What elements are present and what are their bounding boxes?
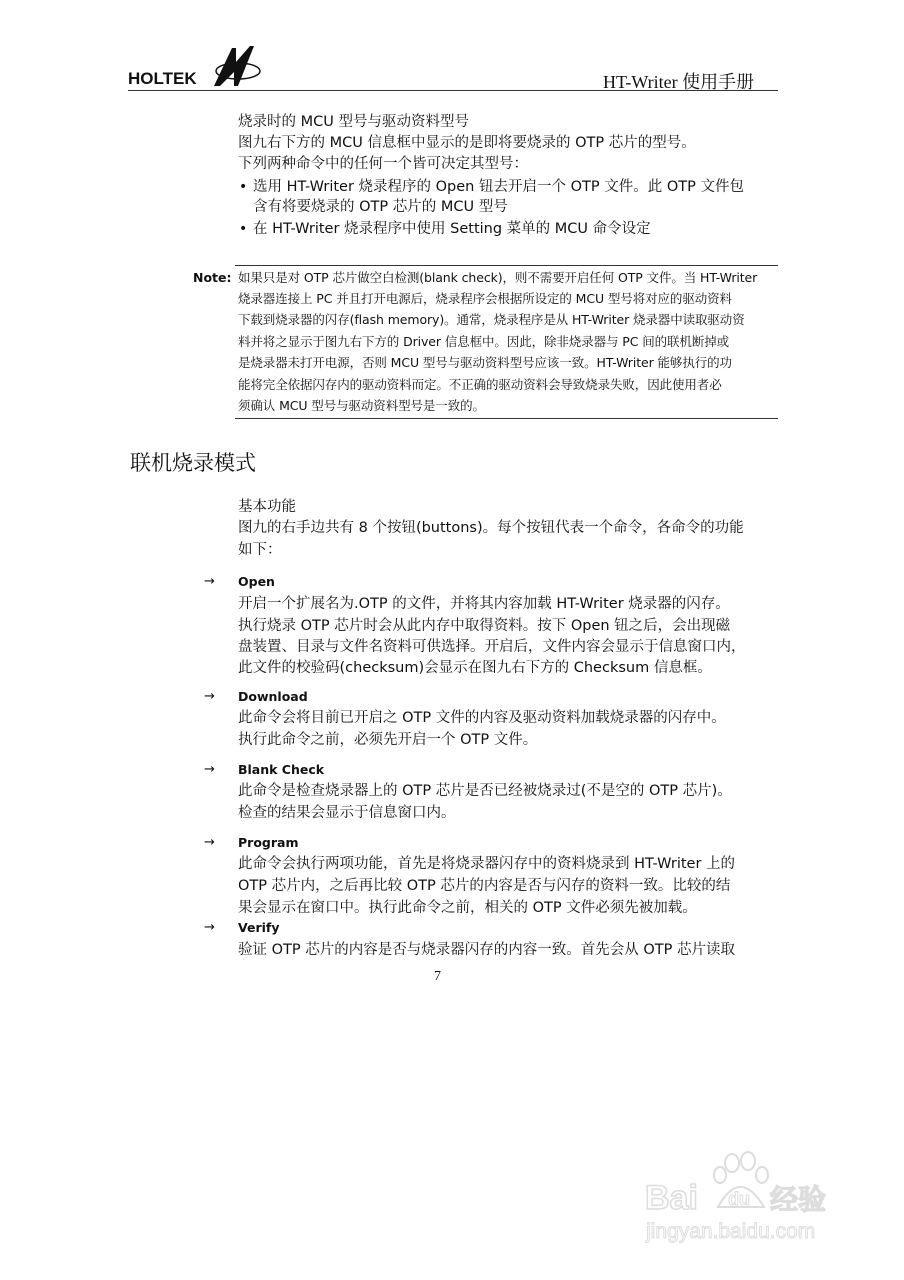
- command-line: 果会显示在窗口中。执行此命令之前，相关的 OTP 文件必须先被加载。: [238, 900, 697, 916]
- subtitle: 基本功能: [238, 499, 296, 515]
- command-name: Open: [238, 574, 275, 589]
- command-name: Blank Check: [238, 762, 325, 777]
- bullet-icon: •: [239, 179, 248, 195]
- svg-text:HOLTEK: HOLTEK: [128, 69, 197, 88]
- arrow-icon: →: [204, 835, 215, 850]
- svg-text:du: du: [728, 1189, 750, 1209]
- bullet-line: 在 HT-Writer 烧录程序中使用 Setting 菜单的 MCU 命令设定: [253, 221, 651, 237]
- paragraph-line: 如下：: [238, 542, 282, 558]
- baidu-watermark: [640, 1145, 880, 1245]
- bullet-icon: •: [239, 221, 248, 237]
- svg-text:Bai: Bai: [645, 1179, 698, 1217]
- paragraph-line: 下列两种命令中的任何一个皆可决定其型号：: [238, 156, 528, 172]
- command-line: OTP 芯片内，之后再比较 OTP 芯片的内容是否与闪存的资料一致。比较的结: [238, 878, 731, 894]
- holtek-logo: [128, 44, 268, 90]
- paragraph-line: 图九右下方的 MCU 信息框中显示的是即将要烧录的 OTP 芯片的型号。: [238, 135, 696, 151]
- command-line: 此命令会执行两项功能，首先是将烧录器闪存中的资料烧录到 HT-Writer 上的: [238, 856, 736, 872]
- note-line: 须确认 MCU 型号与驱动资料型号是一致的。: [238, 398, 485, 413]
- command-line: 盘装置、目录与文件名资料可供选择。开启后，文件内容会显示于信息窗口内，: [238, 639, 746, 655]
- note-line: 下载到烧录器的闪存(flash memory)。通常，烧录程序是从 HT-Writer 烧录器中读取驱动资: [238, 312, 745, 327]
- command-line: 此文件的校验码(checksum)会显示在图九右下方的 Checksum 信息框。: [238, 660, 712, 676]
- paragraph-line: 图九的右手边共有 8 个按钮(buttons)。每个按钮代表一个命令，各命令的功能: [238, 520, 744, 536]
- header-title: HT-Writer 使用手册: [603, 72, 755, 92]
- note-label: Note:: [193, 270, 232, 285]
- command-line: 执行烧录 OTP 芯片时会从此内存中取得资料。按下 Open 钮之后，会出现磁: [238, 618, 731, 634]
- bullet-line: 含有将要烧录的 OTP 芯片的 MCU 型号: [253, 199, 508, 215]
- section-heading: 联机烧录模式: [130, 451, 256, 475]
- command-line: 此命令会将目前已开启之 OTP 文件的内容及驱动资料加载烧录器的闪存中。: [238, 710, 726, 726]
- note-line: 烧录器连接上 PC 并且打开电源后，烧录程序会根据所设定的 MCU 型号将对应的驱动资料: [238, 291, 732, 306]
- note-top-rule: [235, 265, 778, 266]
- command-line: 验证 OTP 芯片的内容是否与烧录器闪存的内容一致。首先会从 OTP 芯片读取: [238, 942, 735, 958]
- command-line: 此命令是检查烧录器上的 OTP 芯片是否已经被烧录过(不是空的 OTP 芯片)。: [238, 783, 732, 799]
- svg-text:jingyan.baidu.com: jingyan.baidu.com: [646, 1220, 816, 1243]
- command-line: 开启一个扩展名为.OTP 的文件，并将其内容加载 HT-Writer 烧录器的闪存。: [238, 596, 730, 612]
- command-line: 执行此命令之前，必须先开启一个 OTP 文件。: [238, 732, 538, 748]
- note-line: 是烧录器未打开电源，否则 MCU 型号与驱动资料型号应该一致。HT-Writer 能够执行的功: [238, 355, 732, 370]
- command-name: Program: [238, 835, 299, 850]
- section-title: 烧录时的 MCU 型号与驱动资料型号: [238, 114, 469, 130]
- command-name: Download: [238, 689, 308, 704]
- note-bottom-rule: [235, 418, 778, 419]
- arrow-icon: →: [204, 920, 215, 935]
- bullet-line: 选用 HT-Writer 烧录程序的 Open 钮去开启一个 OTP 文件。此 OTP 文件包: [253, 179, 744, 195]
- command-line: 检查的结果会显示于信息窗口内。: [238, 805, 456, 821]
- command-name: Verify: [238, 920, 280, 935]
- page-number: 7: [434, 969, 441, 984]
- note-line: 如果只是对 OTP 芯片做空白检测(blank check)，则不需要开启任何 OTP 文件。当 HT-Writer: [238, 270, 758, 285]
- note-line: 能将完全依据闪存内的驱动资料而定。不正确的驱动资料会导致烧录失败，因此使用者必: [238, 377, 722, 392]
- arrow-icon: →: [204, 689, 215, 704]
- note-line: 料并将之显示于图九右下方的 Driver 信息框中。因此，除非烧录器与 PC 间的联机断掉或: [238, 334, 730, 349]
- arrow-icon: →: [204, 762, 215, 777]
- arrow-icon: →: [204, 574, 215, 589]
- svg-text:经验: 经验: [770, 1183, 827, 1216]
- header-rule: [128, 90, 778, 91]
